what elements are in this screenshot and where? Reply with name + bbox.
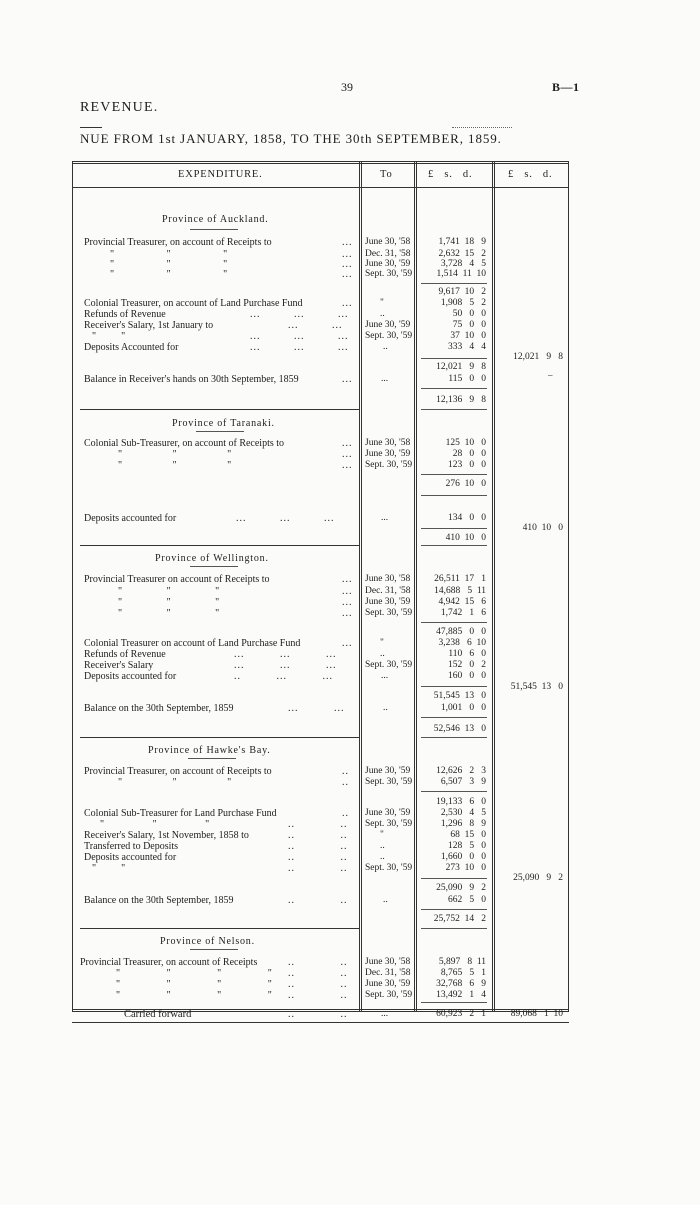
page-title: REVENUE. [80, 100, 159, 115]
leader-dots: ... [342, 460, 353, 471]
ditto-marks: " " " " [116, 990, 272, 1001]
subtotal-amount: 51,545 13 0 [433, 691, 486, 701]
subtotal-rule [421, 622, 487, 623]
row-description: Deposits accounted for [84, 671, 177, 682]
row-date: Sept. 30, '59 [365, 660, 413, 670]
row-amount: 12,626 2 3 [436, 766, 486, 776]
province-heading-hawkes-bay: Province of Hawke's Bay. [148, 745, 271, 756]
leader-dots: .. .. [288, 968, 348, 979]
row-amount: 75 0 0 [452, 320, 486, 330]
row-date: Sept. 30, '59 [365, 819, 413, 829]
row-amount: 1,908 5 2 [440, 298, 486, 308]
subtotal-rule [421, 474, 487, 475]
heading-rule [188, 758, 236, 759]
total-double-rule [421, 928, 487, 929]
row-date: .. [380, 852, 385, 862]
row-amount: 662 5 0 [448, 895, 486, 905]
leader-dots: ... [342, 449, 353, 460]
row-description: Provincial Treasurer on account of Receipts to [84, 574, 270, 585]
province-heading-taranaki: Province of Taranaki. [172, 418, 275, 429]
province-heading-auckland: Province of Auckland. [162, 214, 269, 225]
row-date: June 30, '59 [365, 766, 411, 776]
row-description: Provincial Treasurer, on account of Receipts to [84, 766, 272, 777]
subtotal-rule [421, 528, 487, 529]
row-date: Dec. 31, '58 [365, 968, 411, 978]
total-rule [421, 388, 487, 389]
row-amount: 273 10 0 [445, 863, 486, 873]
row-date: Sept. 30, '59 [365, 608, 413, 618]
subtotal-rule [421, 358, 487, 359]
subtotal-amount: 9,617 10 2 [438, 287, 486, 297]
section-rule [80, 737, 360, 738]
row-date: .. [383, 895, 388, 905]
row-amount: 333 4 4 [448, 342, 486, 352]
leader-dots: .. .. [288, 852, 348, 863]
total-double-rule [421, 409, 487, 410]
right-border [568, 161, 569, 1011]
section-rule [80, 409, 360, 410]
row-amount: 68 15 0 [450, 830, 486, 840]
leader-dots: .. .. [288, 895, 348, 906]
row-amount: 1,296 8 9 [440, 819, 486, 829]
ditto-marks: " " " [110, 259, 228, 270]
row-date: Dec. 31, '58 [365, 586, 411, 596]
row-date: June 30, '59 [365, 320, 411, 330]
row-description: Provincial Treasurer, on account of Receipts to [84, 237, 272, 248]
row-amount: 134 0 0 [448, 513, 486, 523]
leader-dots: ... [342, 259, 353, 270]
leader-dots: .. .. [288, 979, 348, 990]
row-date: .. [380, 841, 385, 851]
row-description: Provincial Treasurer, on account of Receipts [80, 957, 258, 968]
ditto-marks: " " " [118, 777, 232, 788]
subtotal-rule [421, 283, 487, 284]
row-description: Balance on the 30th September, 1859 [84, 703, 234, 714]
column-header-expenditure: EXPENDITURE. [178, 169, 263, 180]
row-amount: 8,765 5 1 [440, 968, 486, 978]
leader-dots: ... [342, 298, 353, 309]
row-date: June 30, '58 [365, 438, 411, 448]
row-date: " [380, 638, 384, 648]
leader-dots: ... ... [288, 320, 343, 331]
leader-dots: ... [342, 608, 353, 619]
row-amount: 2,632 15 2 [438, 249, 486, 259]
leader-dots: ... ... [288, 703, 345, 714]
column-divider-total-double [494, 161, 495, 1011]
row-date: " [380, 830, 384, 840]
leader-dots: ... [342, 438, 353, 449]
row-amount: 123 0 0 [448, 460, 486, 470]
row-amount: 1,741 18 9 [438, 237, 486, 247]
left-border [72, 161, 73, 1011]
column-header-total: £ s. d. [508, 169, 553, 180]
leader-dots: ... [342, 574, 353, 585]
subtotal-amount: 276 10 0 [445, 479, 486, 489]
leader-dots: ... ... ... [250, 331, 349, 342]
column-divider-to-double [361, 161, 362, 1011]
section-rule [80, 928, 360, 929]
leader-dots: .. .. [288, 957, 348, 968]
row-amount: 1,001 0 0 [440, 703, 486, 713]
province-total-auckland: 12,021 9 8 [513, 352, 563, 362]
province-heading-nelson: Province of Nelson. [160, 936, 255, 947]
column-header-to: To [380, 169, 393, 180]
column-header-amount: £ s. d. [428, 169, 473, 180]
row-amount: 128 5 0 [448, 841, 486, 851]
carried-forward-to: ... [381, 1009, 389, 1019]
row-description: Refunds of Revenue [84, 649, 166, 660]
total-double-rule [421, 545, 487, 546]
page-number: 39 [341, 80, 353, 94]
leader-dots: ... ... ... [250, 342, 349, 353]
heading-rule [190, 566, 238, 567]
carried-forward-amount: 60,923 2 1 [436, 1009, 486, 1019]
row-date: Sept. 30, '59 [365, 460, 413, 470]
row-amount: 3,238 6 10 [438, 638, 486, 648]
leader-dots: .. [342, 777, 349, 788]
ditto-marks: " " " [118, 460, 232, 471]
row-amount: 1,742 1 6 [440, 608, 486, 618]
row-date: .. [383, 703, 388, 713]
row-amount: 6,507 3 9 [440, 777, 486, 787]
column-divider-total [492, 161, 493, 1011]
row-description: Balance on the 30th September, 1859 [84, 895, 234, 906]
heading-rule [196, 431, 244, 432]
leader-dots: ... [342, 269, 353, 280]
ditto-marks: " " " [118, 586, 220, 597]
row-description-ditto: " " [92, 863, 126, 874]
leader-dots: .. [342, 766, 349, 777]
page-subtitle: NUE FROM 1st JANUARY, 1858, TO THE 30th SEPTEMBER, 1859. [80, 131, 502, 146]
row-description: Transferred to Deposits [84, 841, 179, 852]
ditto-marks: " " " [100, 819, 210, 830]
row-date: .. [383, 342, 388, 352]
row-amount: 28 0 0 [452, 449, 486, 459]
final-rule [72, 1022, 569, 1023]
total-rule [421, 909, 487, 910]
ditto-marks: " " " [110, 269, 228, 280]
total-rule [421, 717, 487, 718]
subtotal-amount: 47,885 0 0 [436, 627, 486, 637]
row-date: .. [380, 649, 385, 659]
leader-dots: .. .. [288, 819, 348, 830]
province-total-wellington: 51,545 13 0 [510, 682, 563, 692]
row-description: Deposits accounted for [84, 513, 177, 524]
row-description: Balance in Receiver's hands on 30th September, 1859 [84, 374, 299, 385]
carried-forward-label: Carried forward [124, 1009, 192, 1020]
column-divider-amount [414, 161, 415, 1011]
leader-dots: ... [342, 638, 353, 649]
row-date: June 30, '58 [365, 237, 411, 247]
subtotal-rule [421, 791, 487, 792]
leader-dots: .. .. [288, 863, 348, 874]
row-date: June 30, '59 [365, 259, 411, 269]
subtotal-amount: 25,090 9 2 [436, 883, 486, 893]
leader-dots: ... [342, 597, 353, 608]
row-amount: 50 0 0 [452, 309, 486, 319]
province-total-hawkes-bay: 25,090 9 2 [513, 873, 563, 883]
grand-amount: 410 10 0 [445, 533, 486, 543]
heading-rule [190, 949, 238, 950]
grand-amount: 52,546 13 0 [433, 724, 486, 734]
leader-dots: ... [342, 586, 353, 597]
row-amount: 115 0 0 [448, 374, 486, 384]
document-reference: B—1 [552, 80, 580, 94]
leader-dots: ... ... ... [236, 513, 335, 524]
row-amount: 37 10 0 [450, 331, 486, 341]
row-description: Deposits Accounted for [84, 342, 179, 353]
total-double-rule [421, 737, 487, 738]
row-date: .. [380, 309, 385, 319]
row-date: June 30, '59 [365, 449, 411, 459]
row-description: Colonial Treasurer on account of Land Purchase Fund [84, 638, 301, 649]
grand-amount: 25,752 14 2 [433, 914, 486, 924]
leader-dots: ... ... ... [234, 649, 337, 660]
title-dotted-rule [452, 127, 512, 128]
ditto-marks: " " " " [116, 979, 272, 990]
row-date: Dec. 31, '58 [365, 249, 411, 259]
grand-amount: 12,136 9 8 [436, 395, 486, 405]
leader-dots: .. .. [288, 990, 348, 1001]
leader-dots: ... ... ... [250, 309, 349, 320]
heading-rule [190, 229, 238, 230]
row-date: Sept. 30, '59 [365, 331, 413, 341]
leader-dots: .. [342, 808, 349, 819]
row-date: Sept. 30, '59 [365, 990, 413, 1000]
row-amount: 160 0 0 [448, 671, 486, 681]
column-divider-to [359, 161, 360, 1011]
section-rule [80, 545, 360, 546]
row-date: ... [381, 513, 389, 523]
ditto-marks: " " " [110, 249, 228, 260]
leader-dots: ... ... ... [234, 660, 337, 671]
row-amount: 152 0 2 [448, 660, 486, 670]
carried-forward-total: 89,068 1 10 [510, 1009, 563, 1019]
row-date: June 30, '58 [365, 574, 411, 584]
row-description: Receiver's Salary, 1st November, 1858 to [84, 830, 249, 841]
leader-dots: ... [342, 249, 353, 260]
leader-dots: .. ... ... [234, 671, 333, 682]
leader-dots: ... [342, 374, 353, 385]
row-amount: 4,942 15 6 [438, 597, 486, 607]
leader-dots: .. .. [288, 830, 348, 841]
row-amount: 26,511 17 1 [434, 574, 486, 584]
carried-forward-rule [421, 1002, 487, 1003]
row-date: ... [381, 671, 389, 681]
row-amount: 2,530 4 5 [440, 808, 486, 818]
province-total-taranaki: 410 10 0 [522, 523, 563, 533]
row-description: Deposits accounted for [84, 852, 177, 863]
row-description: Colonial Sub-Treasurer, on account of Receipts to [84, 438, 285, 449]
row-description: Refunds of Revenue [84, 309, 166, 320]
subtotal-rule [421, 495, 487, 496]
row-amount: 1,660 0 0 [440, 852, 486, 862]
row-amount: 13,492 1 4 [436, 990, 486, 1000]
subtotal-amount: 19,133 6 0 [436, 797, 486, 807]
ditto-marks: " " " " [116, 968, 272, 979]
row-date: " [380, 298, 384, 308]
row-description: Receiver's Salary [84, 660, 154, 671]
subtotal-rule [421, 686, 487, 687]
row-amount: 3,728 4 5 [440, 259, 486, 269]
row-amount: 1,514 11 10 [436, 269, 486, 279]
row-date: ... [381, 374, 389, 384]
ditto-marks: " " " [118, 608, 220, 619]
subtotal-amount: 12,021 9 8 [436, 362, 486, 372]
ditto-marks: " " " [118, 449, 232, 460]
leader-dots: .. .. [288, 841, 348, 852]
province-heading-wellington: Province of Wellington. [155, 553, 269, 564]
row-date: June 30, '59 [365, 597, 411, 607]
leader-dots: .. .. [288, 1009, 348, 1020]
row-date: June 30, '59 [365, 808, 411, 818]
row-amount: 14,688 5 11 [434, 586, 486, 596]
row-description: Colonial Sub-Treasurer for Land Purchase Fund [84, 808, 277, 819]
row-description-ditto: " " [92, 331, 126, 342]
row-date: June 30, '58 [365, 957, 411, 967]
row-amount: 32,768 6 9 [436, 979, 486, 989]
row-amount: 125 10 0 [445, 438, 486, 448]
subtotal-rule [421, 878, 487, 879]
title-divider [80, 127, 102, 128]
row-amount: 110 6 0 [448, 649, 486, 659]
row-date: Sept. 30, '59 [365, 269, 413, 279]
row-amount: 5,897 8 11 [438, 957, 486, 967]
row-date: Sept. 30, '59 [365, 777, 413, 787]
total-note: – [548, 370, 553, 380]
leader-dots: ... [342, 237, 353, 248]
ditto-marks: " " " [118, 597, 220, 608]
row-description: Colonial Treasurer, on account of Land Purchase Fund [84, 298, 303, 309]
row-description: Receiver's Salary, 1st January to [84, 320, 214, 331]
row-date: Sept. 30, '59 [365, 863, 413, 873]
row-date: June 30, '59 [365, 979, 411, 989]
